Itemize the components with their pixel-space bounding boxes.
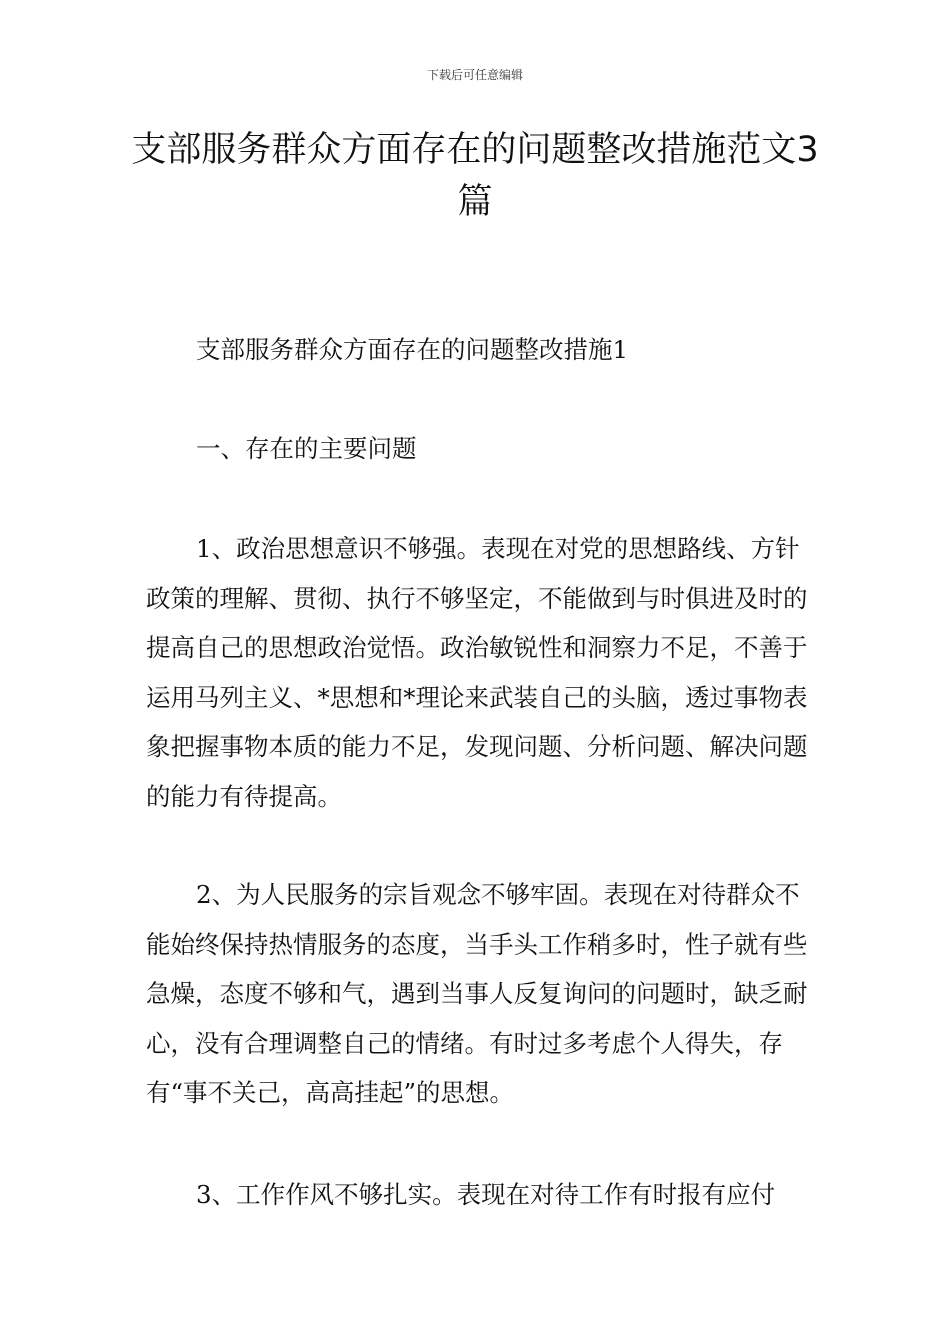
section-subtitle: 支部服务群众方面存在的问题整改措施1 — [196, 335, 629, 364]
paragraph-item-3: 3、工作作风不够扎实。表现在对待工作有时报有应付 — [196, 1180, 776, 1209]
document-title: 支部服务群众方面存在的问题整改措施范文3篇 — [131, 130, 819, 222]
paragraph-item-1: 1、政治思想意识不够强。表现在对党的思想路线、方针政策的理解、贯彻、执行不够坚定，不能做到与时俱进及时的提高自己的思想政治觉悟。政治敏锐性和洞察力不足，不善于运用马列主义、*思想和*理论来武装自己的头脑，透过事物表象把握事物本质的能力不足，发现问题、分析问题、解决问题的能力有待提高。 — [146, 534, 808, 811]
section-heading: 一、存在的主要问题 — [196, 434, 417, 463]
paragraph-item-2: 2、为人民服务的宗旨观念不够牢固。表现在对待群众不能始终保持热情服务的态度，当手头工作稍多时，性子就有些急燥，态度不够和气，遇到当事人反复询问的问题时，缺乏耐心，没有合理调整自己的情绪。有时过多考虑个人得失，存有“事不关己，高高挂起”的思想。 — [146, 880, 808, 1107]
header-note: 下载后可任意编辑 — [426, 68, 523, 82]
